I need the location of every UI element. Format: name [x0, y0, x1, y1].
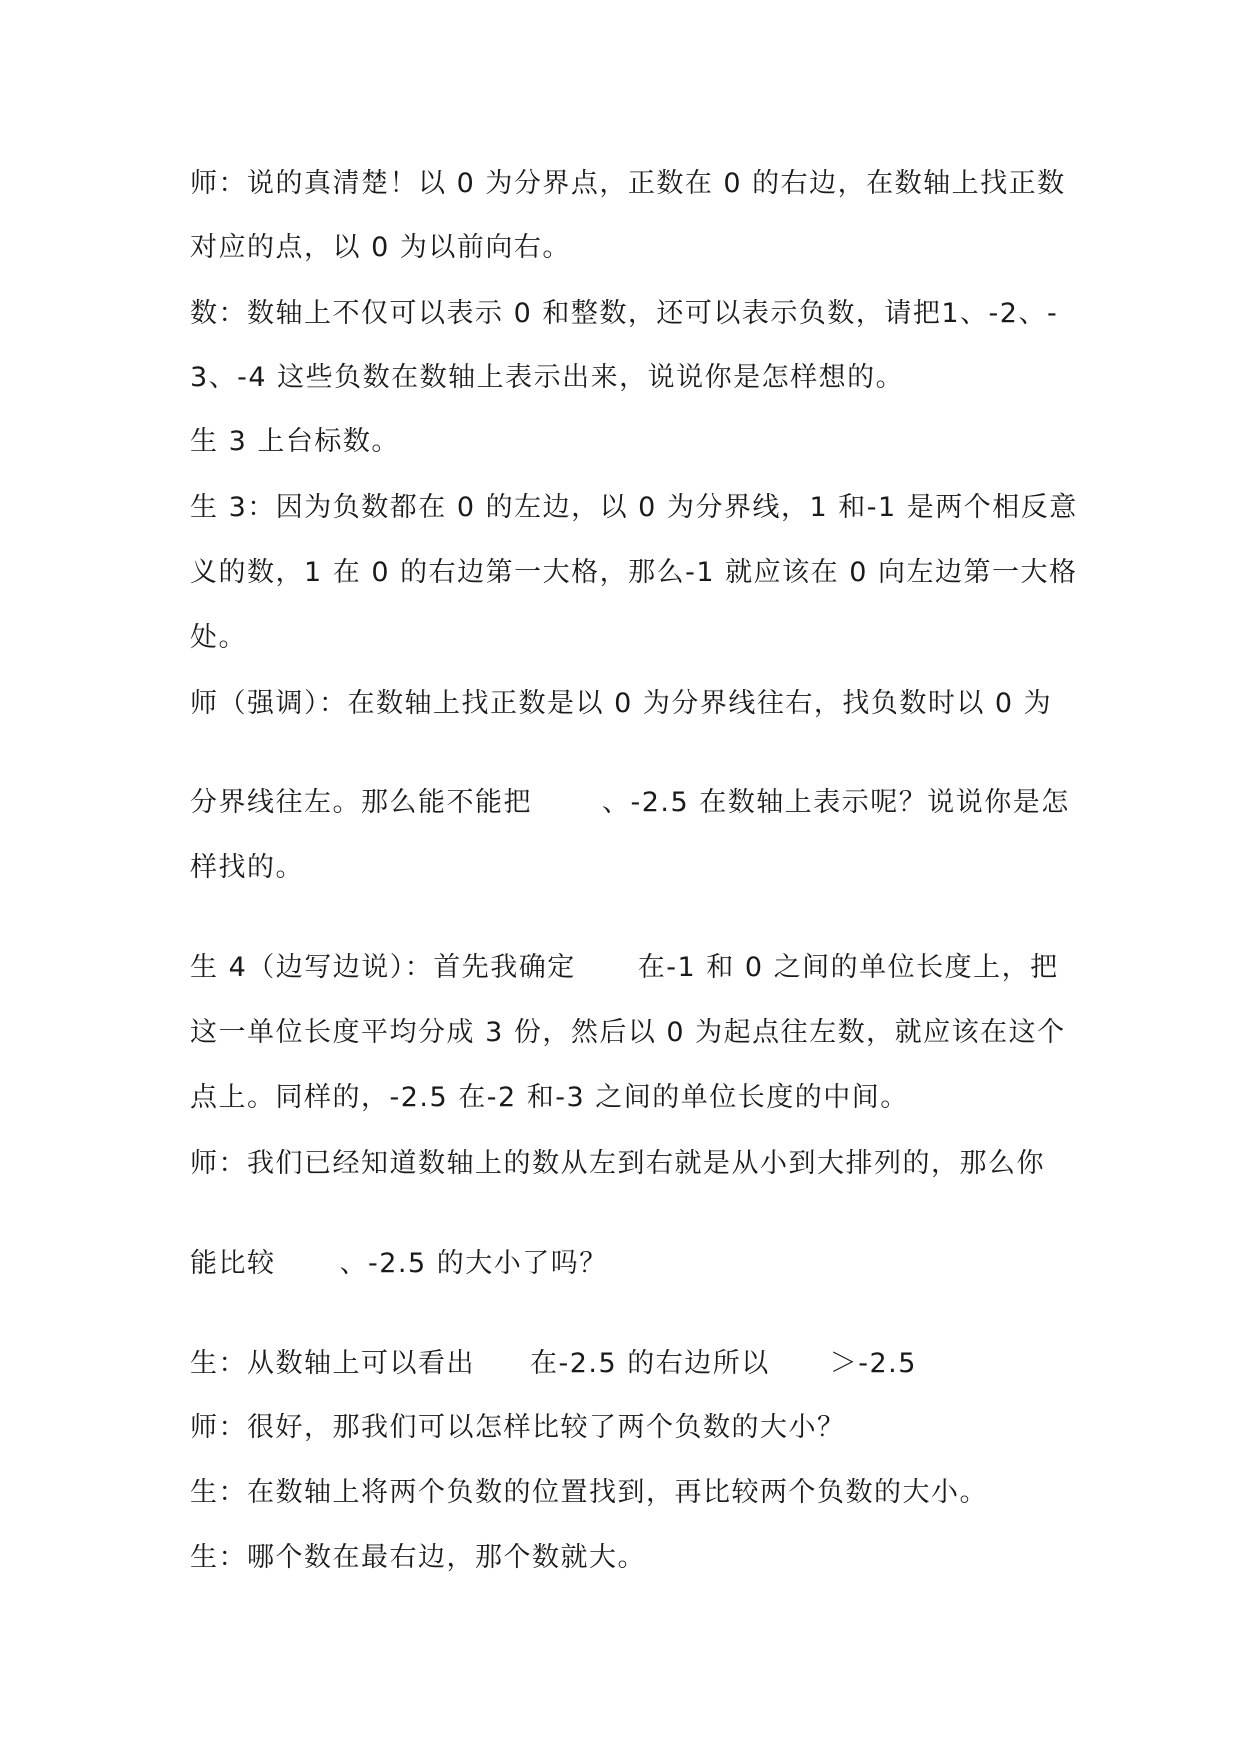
- text-line: [190, 1346, 917, 1382]
- text-line: [190, 950, 1059, 986]
- text-segment: 生：从数轴上可以看出: [190, 1348, 475, 1379]
- text-segment: 分界线往左。那么能不能把: [190, 787, 532, 818]
- text-line: 处。: [190, 622, 247, 653]
- text-line: 数：数轴上不仅可以表示 0 和整数，还可以表示负数，请把1、-2、-: [190, 298, 1059, 329]
- text-line: 师：很好，那我们可以怎样比较了两个负数的大小？: [190, 1412, 846, 1443]
- text-line: 生 3 上台标数。: [190, 426, 400, 457]
- text-line: 生：哪个数在最右边，那个数就大。: [190, 1542, 646, 1573]
- text-line: 3、-4 这些负数在数轴上表示出来，说说你是怎样想的。: [190, 362, 905, 393]
- text-segment: 、-2.5 的大小了吗？: [339, 1248, 608, 1279]
- text-line: 点上。同样的，-2.5 在-2 和-3 之间的单位长度的中间。: [190, 1082, 909, 1113]
- text-line: 师（强调）：在数轴上找正数是以 0 为分界线往右，找负数时以 0 为: [190, 688, 1053, 719]
- text-line: 这一单位长度平均分成 3 份，然后以 0 为起点往左数，就应该在这个: [190, 1017, 1066, 1048]
- text-segment: 生 4（边写边说）：首先我确定: [190, 952, 576, 983]
- text-line: 对应的点，以 0 为以前向右。: [190, 232, 571, 263]
- text-line: 师：说的真清楚！以 0 为分界点，正数在 0 的右边，在数轴上找正数: [190, 168, 1066, 199]
- text-line: 生 3：因为负数都在 0 的左边，以 0 为分界线，1 和-1 是两个相反意: [190, 492, 1078, 523]
- text-segment: 在-1 和 0 之间的单位长度上，把: [637, 952, 1059, 983]
- text-segment: 、-2.5 在数轴上表示呢？说说你是怎: [602, 787, 1070, 818]
- text-segment: 在-2.5 的右边所以: [530, 1348, 770, 1379]
- text-line: [190, 1246, 608, 1282]
- text-line: [190, 785, 1070, 821]
- text-line: 师：我们已经知道数轴上的数从左到右就是从小到大排列的，那么你: [190, 1148, 1045, 1179]
- text-line: 生：在数轴上将两个负数的位置找到，再比较两个负数的大小。: [190, 1477, 988, 1508]
- text-line: 样找的。: [190, 852, 304, 883]
- text-segment: 能比较: [190, 1248, 276, 1279]
- text-segment: ＞-2.5: [829, 1348, 917, 1379]
- text-line: 义的数，1 在 0 的右边第一大格，那么-1 就应该在 0 向左边第一大格: [190, 557, 1078, 588]
